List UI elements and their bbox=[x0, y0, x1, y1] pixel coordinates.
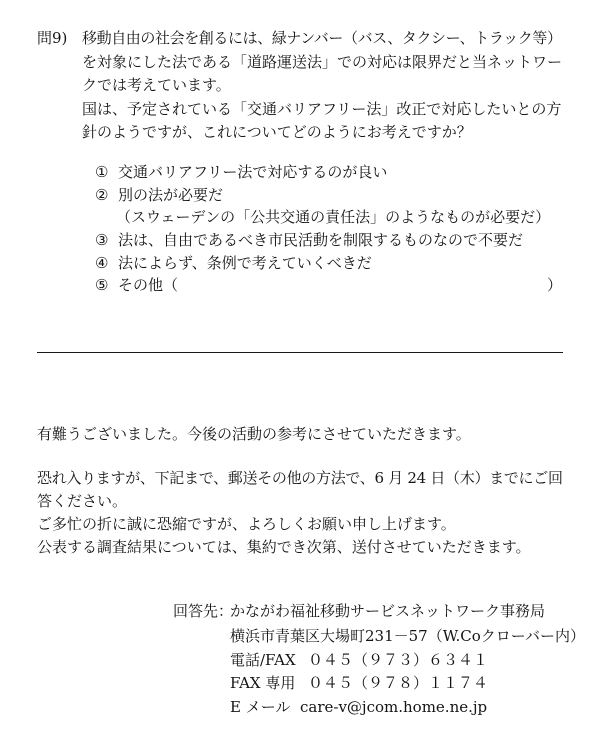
email-address: care-v@jcom.home.ne.jp bbox=[300, 698, 488, 716]
question-number: 問9) bbox=[37, 29, 68, 47]
contact-label: 回答先： bbox=[173, 602, 234, 620]
option-4-marker: ④ bbox=[95, 254, 109, 272]
option-5-marker: ⑤ bbox=[95, 276, 109, 294]
option-1-text: 交通バリアフリー法で対応するのが良い bbox=[118, 163, 388, 181]
contact-organization: かながわ福祉移動サービスネットワーク事務局 bbox=[230, 602, 546, 620]
request-text-line: 公表する調査結果については、集約でき次第、送付させていただきます。 bbox=[37, 538, 531, 556]
email-label: E メール bbox=[230, 698, 291, 716]
question-text-line: を対象にした法である「道路運送法」での対応は限界だと当ネットワー bbox=[82, 53, 563, 71]
option-2-text: 別の法が必要だ bbox=[118, 186, 224, 204]
request-text-line: ご多忙の折に誠に恐縮ですが、よろしくお願い申し上げます。 bbox=[37, 515, 456, 533]
fax-number: ０４５（９７８）１１７４ bbox=[308, 674, 489, 692]
question-text-line: 国は、予定されている「交通バリアフリー法」改正で対応したいとの方 bbox=[82, 100, 562, 118]
contact-address: 横浜市青葉区大場町231－57（W.Coクローバー内） bbox=[230, 627, 586, 645]
fax-label: FAX 専用 bbox=[230, 674, 296, 692]
option-5-close-paren: ） bbox=[547, 276, 563, 294]
phone-fax-label: 電話/FAX bbox=[230, 651, 296, 669]
request-text-line: 恐れ入りますが、下記まで、郵送その他の方法で、6 月 24 日（木）までにご回 bbox=[37, 469, 563, 487]
option-5-text: その他（ bbox=[118, 276, 179, 294]
request-text-line: 答ください。 bbox=[37, 492, 128, 510]
phone-fax-number: ０４５（９７３）６３４１ bbox=[308, 651, 489, 669]
option-4-text: 法によらず、条例で考えていくべきだ bbox=[118, 254, 372, 272]
option-2-note: （スウェーデンの「公共交通の責任法」のようなものが必要だ） bbox=[116, 208, 551, 226]
option-1-marker: ① bbox=[95, 163, 109, 181]
question-text-line: 移動自由の社会を創るには、緑ナンバー（バス、タクシー、トラック等） bbox=[82, 29, 562, 47]
option-3-text: 法は、自由であるべき市民活動を制限するものなので不要だ bbox=[118, 231, 524, 249]
question-text-line: クでは考えています。 bbox=[82, 76, 231, 94]
section-divider bbox=[37, 352, 563, 353]
option-2-marker: ② bbox=[95, 186, 109, 204]
question-text-line: 針のようですが、これについてどのようにお考えですか？ bbox=[82, 123, 472, 141]
option-3-marker: ③ bbox=[95, 231, 109, 249]
thanks-text: 有難うございました。今後の活動の参考にさせていただきます。 bbox=[37, 425, 471, 443]
